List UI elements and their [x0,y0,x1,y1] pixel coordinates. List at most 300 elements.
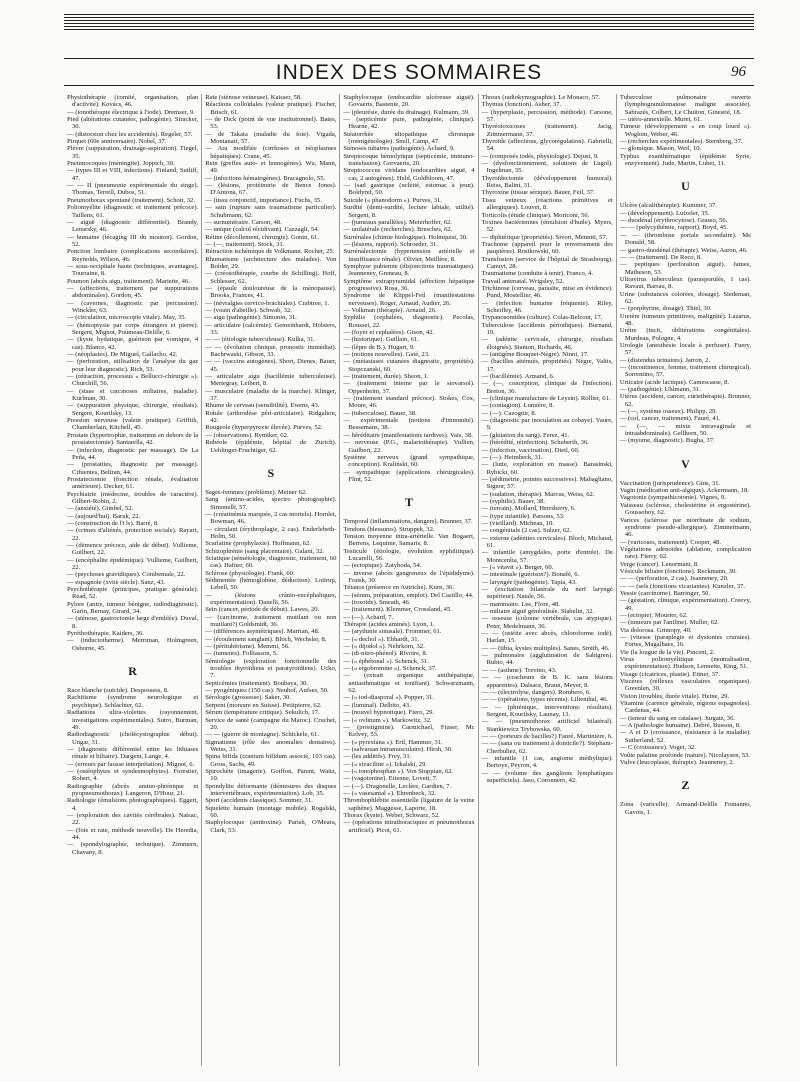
index-entry: — (tissu conjonctif, importance). Fuchs, 35. [205,196,322,204]
index-entry: Vulve (leucoplasie, thérapie). Jeanneney, 2. [619,758,735,766]
index-entry: — (excitation bilatérale du nerf laryngé supérieur). Natale, 56. [481,586,613,601]
index-entry: — (infection, diagnostic par massage). De La Peña, 44. [67,446,199,461]
index-entry: — (diagnostic par inoculation au cobaye). Vaure, 9. [481,417,613,432]
index-entry: — (tumeurs par l'aniline). Muller, 62. [619,619,719,627]
index-entry: — sain (rupture sans traumatisme particulier). Schubmann, 62. [205,204,337,219]
index-entry: — inverse (abcès gangreneux de l'épididyme). Fraisk, 30. [343,569,475,584]
index-entry: — — (volume des ganglions lymphatiques superficiels). Jaso, Coronnero, 42. [481,769,613,784]
index-entry: Rotule (arthrodèse péri-articulaire). Ridgalton, 42. [205,409,337,425]
index-entry: — (distendus urinaires). Jarron, 2. [619,356,711,364]
index-entry: — (extrait organique antihépatique, antiasthmatique et tonifiant). Schwarzmann, 62. [343,672,475,695]
index-entry: — C (croissance). Voget, 32. [619,744,696,752]
index-entry: — (traitement, durée). Sheon, 1. [343,373,429,381]
index-entry: Streptococcus viridans (endocardites aiguë, 4 cas, 2 autogènes). Held, Goldbloom, 47. [343,167,475,182]
index-entry: — de Takata (maladie du foie). Vigada, Montanari, 57. [205,130,337,146]
index-entry: — intestinale (guérison?). Bonafé, 6. [481,571,580,579]
index-entry: — (—). Heimbeck, 31. [481,453,543,461]
index-entry: Typhus exanthématique (épidémie Syrie, enzyvement). Jude, Martin, Lubet, 11. [619,152,752,168]
index-column-2 [201,94,339,1066]
index-entry: — (varicoses, traitement). Cooper, 48. [619,538,721,546]
index-entry: — (sad gastrique (ucléité, estomac à jeun). Boldyref, 50. [343,182,475,197]
index-entry: Syphilis (cephalées, diagnostic). Pecolas, Rousset, 22. [343,314,475,329]
index-entry: — (prostigmine). Carmichael, Fraser, Mc Kelvey, 53. [343,723,475,739]
index-entry: — (cavernes, diagnostic par percussion). Winckler, 63. [67,299,199,314]
index-entry: — expérimentale (notions d'immunité). Bessemans, 38. [343,417,475,432]
index-entry: — (nouvel hypnotique). Fiero, 29. [343,709,435,717]
index-entry: Stéatorrhée idiopathique chronique (roentgénologie). Snell, Camp, 47. [343,130,475,146]
index-entry: Pied (altérations cutanées, pathogénie). Stracker, 30. [67,116,199,131]
index-entry: Surdité (demi-surdité, lecture labiale, utilité). Sergent, 8. [343,204,475,219]
index-entry: — (traitement). Klemmer, Crossland, 45. [343,606,452,614]
index-entry: — (hémoptysie par corps étrangers et pierre). Sergent, Mignot, Poumeau-Delille, 6. [67,321,199,336]
index-entry: — — (phrénique, interventions: résultats). Sergent, Kourilsky, Launay, 13. [481,703,613,718]
index-entry: — (sérum, préparation, emploi). Del Castillo, 44. [343,591,474,599]
index-entry: — A (pathologie humaine). Debré, Busson, 8. [619,722,741,730]
index-entry: Vie (la lougue de la vie). Pincent, 2. [619,648,715,656]
index-entry: — (vitesse (paraplégie et dystonies cruraies). Fortes, Magalhaes, 16. [619,634,752,649]
index-entry: Pirquet (60e anniversaire). Nobel, 37. [67,138,167,146]
index-entry: — musculaire (maladie de la marche). Klinger, 37. [205,387,337,403]
index-entry: — de Dick (point de vue institutionnel). Bates, 53. [205,116,337,131]
index-entry: Spondylite déformante (démesures des disques intervertébraux, expérimentation). Lob, 35. [205,782,337,797]
index-entry: — — (tibia, kystes multiples). Sanes, Smith, 46. [481,644,610,652]
index-entry: Voûte palatine profonde (nature). Nicolaysen, 53. [619,751,751,759]
section-letter: R [128,664,137,679]
index-entry: Toxines bactériennes (émulsion d'huile). Myers, 52. [481,218,613,234]
index-entry: Service de santé (campagne du Maroc). Cruchet, 20. [205,716,337,731]
index-entry: Thrombophlébite essentielle (ligature de la veine saphène). Maggesse, Laporte, 18. [343,797,475,812]
index-entry: — (vieillard). Micheau, 10. [481,519,555,527]
index-entry: — aigu (pathogénie). Simonin, 31. [205,314,297,322]
index-entry: — (infection humaine fréquente). Riley, Scheifley, 46. [481,299,613,314]
index-entry: — miliaire aiguë généralisée. Stahelin, 32. [481,608,595,616]
index-entry: Sédimentée (hémoglobine, déduction). Lottrup, Lebell, 50. [205,576,337,592]
index-entry: — — (traitement). De Reco, 8. [619,253,702,261]
index-entry: Tissu veineux (réactions primitives et allergiques). Louvet, 8. [481,196,613,212]
index-entry: Tétanos (présence en Autriche). Kurn, 36. [343,584,454,592]
index-entry: Symptôme extrapyramidal (affection hépatique progressive). Rosa, 36. [343,277,475,292]
index-entry: Torticolis (étude clinique). Moriconi, 56. [481,211,590,219]
index-entry: Pyréthothérapie. Kaiders, 36. [67,630,145,638]
index-entry: — sympathique (applications chirurgicales). Flint, 52. [343,468,475,483]
index-entry: Poumon (abcès aigu, traitement). Mariette, 46. [67,277,190,285]
index-entry: Tendons (blessures). Struppek, 32. [343,525,435,533]
index-entry: Vaccination (jurisprudence). Gins, 31. [619,479,721,487]
index-entry: — aiguë (diagnostic différentiel). Brandy, Lenarsky, 46. [67,218,199,234]
index-entry: — sous-occipitale haute (techniques, avantages). Tourraine, 8. [67,262,199,278]
index-entry: Spina bifida (cranium bifidum associé, 103 cas). Gross, Sachs, 49. [205,753,337,768]
index-entry: — (distorsion chez les accidentés). Regeler, 57. [67,130,193,138]
index-entry: Ulcère (alcalithérapie). Kummer, 37. [619,202,717,210]
index-entry: — (tuberculose). Bauer, 38. [343,409,417,417]
index-entry: — (notions nouvelles). Gaté, 23. [343,351,430,359]
index-entry: — (diagnostic différentiel entre les lithiases rénale et biliaire). Dargent, Lange, 4. [67,745,199,761]
index-entry: — (anxiété). Gimbel, 52. [67,505,134,513]
index-entry: — peptiques (perforation aiguë). James, Matheson, 53. [619,261,752,276]
index-entry: Traumatisme (conduite à tenir). Franco, 4. [481,270,594,278]
index-entry: Radiographie (abcès amino-phrénique et pyopneumothorax). Langeron, D'Hour, 21. [67,782,199,797]
section-letter: Z [681,778,690,793]
index-entry: Plèvre (suppuration, drainage-aspiration). Tiegel, 35. [67,145,199,160]
index-entry: — (contagion). Lumière, 8. [481,402,555,410]
index-entry: Staphylocoque (antitoxine). Parish, O'Meara, Clark, 53. [205,819,337,834]
index-entry: — (aujourd'hui). Baruk, 22. [67,512,141,520]
index-entry: — (« éphétonal »). Schenck, 31. [343,657,429,665]
index-entry: Virus poliomyélitique (neutralisation, expérimentation). Hudson, Lennette, King, 51. [619,656,752,671]
index-entry: Varices (sclérose par morrhuate de sodium, syndrome pseudo-allergique). Zimmermann, 46. [619,516,752,539]
index-entry: — (opérations intrathoraciques et pneumothorax artificiel). Picot, 61. [343,819,475,834]
index-entry: — Volkman (thérapie). Arnaud, 26. [343,306,437,314]
index-entry: Urine (substances colorées, dosage). Siedeman, 62. [619,290,752,305]
index-entry: — (métastases cutanées diagnostic, propriétés). Stopczanski, 60. [343,358,475,373]
index-entry: Streptocoque hémolytique (septicémie, immuno-transfusion). Gorvaerts, 20. [343,152,475,168]
index-entry: — (clinique manufacture de Leysin). Rollier, 61. [481,395,611,403]
index-entry: — (psychoses gravidiques). Combemale, 22. [67,571,186,579]
index-entry: — (recherches expérimentales). Sternberg, 37. [619,138,743,146]
index-entry: — (porphyrine, dosage). Thiel, 30. [619,305,712,313]
index-entry: — — II (pneumonie expérimentale du singe). Thomas, Terrell, Dubos, 51. [67,182,199,197]
index-entry: — (vagotonine). Etienne, Lovett, 7. [343,775,438,783]
index-column-5 [616,94,754,1066]
index-entry: — (lésions, rapport). Schroeder, 31. [343,240,438,248]
index-entry: Via dolorosa. Grimopy, 40. [619,626,692,634]
index-entry: — (prostatites, diagnostic par massage). Cifuentes, Beltran, 44. [67,461,199,476]
index-entry: Sport (accidents classique). Sommer, 31. [205,797,313,805]
index-entry: — (ostéophytes et syndesmophytes). Forestier, Robert, 4. [67,767,199,783]
index-entry: Spirochète (imagerie). Goiffon, Parent, Waitz, 10. [205,767,337,783]
index-entry: — (démence précoce, aide de début). Vullieme, Guilbert, 22. [67,541,199,557]
index-entry: — (glutation du sang). Ferez, 41. [481,431,570,439]
index-entry: Testicule (étiologie, évolution syphilitique). Lucarelli, 56. [343,547,475,562]
index-entry: — articulaire aigu (bacillémie tuberculeuse). Mertegray, Leibert, 8. [205,373,337,388]
index-entry: Rate (sténose veineuse). Kaisser, 58. [205,94,302,101]
index-entry: Sérum (température critique). Sekulich, 17. [205,709,320,717]
index-entry: — (luminal). Delbito, 43. [343,701,411,709]
index-entry: Suicide (« phanodorm »). Purves, 31. [343,196,442,204]
index-entry: Thorax (radiokymographie). Le Monaco, 57. [481,94,601,101]
index-entry: — unique (calcul récidivant). Cazzagli, 54. [205,226,320,234]
index-entry: — (tumeurs). Folliasson, 5. [205,650,278,658]
index-entry: — (antigène Bouquet-Nègre). Ninni, 17. [481,351,589,359]
index-entry: — (« dechol »). Ebhardt, 31. [343,635,420,643]
index-entry: Trachome (appareil pour le renversement des paupières). Rostkowski, 60. [481,240,613,256]
index-entry: — (« pyrexiana »). Ertl, Hammer, 31. [343,738,443,746]
index-entry: — (jumeaux parallèles). Meierhoffer, 62. [343,218,452,226]
index-entry: — (di-nitro-phénol). Rivoire, 8. [343,650,428,658]
index-entry: — glomique. Mason, Weil, 10. [619,145,702,153]
index-entry: — (type infantile). Parsons, 53. [481,512,565,520]
index-entry: — (sédimétrie, pointes successives). Mabagliano, Signor, 57. [481,475,613,491]
index-entry: Uretère (tumeurs primitives, malignité). Lazarus, 48. [619,312,752,327]
index-entry: — circulant (érythroplagie, 2 cas). Enderlebeth-Holm, 50. [205,525,337,540]
index-entry: Vaisseau (sclérose, cholestérine et ergostérine). Goussoboy, 62. [619,501,752,517]
index-entry: — (« vasesantal »). Ehrenbeck, 32. [343,789,437,797]
index-entry: — — (thrombose portale secondaire). Mc Donald, 58. [619,231,752,247]
index-entry: Vésicule biliaire (fonctions). Reckmann, 30. [619,567,737,575]
index-entry: Sémiologie (exploration fonctionnelle des troubles thyroïdiens et paratyroïdiens). Ucko, 7. [205,657,337,680]
index-entry: — (traitement interne par le stovarsol). Oppenheim, 37. [343,380,475,395]
index-entry: — — (opérations, types récents). Lilienthal, 46. [481,696,608,704]
index-entry: — (—, — mixte intravaginale et intraabdominale). Gellhorn, 50. [619,422,752,438]
index-entry: Rétraction ischémique de Volkmann. Rocher, 25. [205,248,335,256]
index-entry: Sténoses tubaires (pathogénie). Achard, 9. [343,145,455,153]
index-entry: — (exploration des cavités cérébrales). Natsac, 22. [67,811,199,827]
index-entry: — — (évolution clinique, pronostic immédiat). Bachrwaski, Gibson, 33. [205,343,337,359]
index-entry: — infantile (amygdales, porte d'entrée). De Montcenlia, 57. [481,549,613,564]
index-entry: Sciatique (séméiologie, diagnostic, traitement, 60 cas). Hafner, 60. [205,554,337,570]
index-entry: Prostate (hypertrophie, traitement en dehors de la prostatectomie). Santarella, 42. [67,431,199,447]
index-entry: — (carcinome, traitement mutilant ou non mutilant?) Goldsmidt, 36. [205,613,337,629]
index-entry: — (types III et VIII, infections). Finland, Sutliff, 47. [67,167,199,182]
index-entry: — (sudation, thérapie). Marcus, Weiss, 62. [481,490,595,498]
index-entry: — — (porteurs de bacilles?) Fauré, Martinière, 6. [481,732,613,740]
index-entry: — — (sana ou traitement à domicile?). Stéphani-Cherbuliez, 62. [481,740,613,755]
index-entry: Vagotonie (sympathicotonie). Vignes, 9. [619,494,726,502]
index-entry: — laryngée (pathogénie). Tapia, 43. [481,578,577,586]
index-entry: — (observations). Rymiker, 62. [205,431,289,439]
index-entry: Thérapie (acides aminés). Lyon, 1. [343,621,435,629]
index-entry: — (teneur du sang en catalase). Jurgatz, 36. [619,714,736,722]
index-entry: — (ectopie). Mourier, 62. [619,611,688,619]
index-entry: — — (vaccins autogènes). Short, Dienes, Bauer, 45. [205,358,337,373]
index-entry: Ponction lombaire (complications secondaires). Reynolds, Wilson, 46. [67,248,199,263]
index-entry: — (« dijodol »). Nehrkorn, 32. [343,643,425,651]
index-entry: Pylore (antre, tumeur bénigne, radiodiagnostic). Garin, Bernay, Girard, 34. [67,600,199,616]
page-number: 96 [731,64,746,80]
index-entry: Sigmatisme (rôle des anomalies dentaires). Weiss, 31. [205,738,337,753]
index-entry: — (infection, vaccination). Dietl, 60. [481,446,580,454]
index-entry: Trichinose (cerveau, parasite, mise en évidence). Pund, Mostellier, 46. [481,284,613,300]
index-entry: — (circulation, microscopie vitale). May, 35. [67,314,187,322]
index-entry: — (syphilis). Bauer, 38. [481,497,546,505]
index-entry: — (pathogénie). Uhlmann, 31. [619,386,701,394]
index-entry: Radiologie (émulsions photographiques). Eggert, 4. [67,797,199,812]
index-entry: Urètre (incit, oblitérations congénitales). Murdeau, Pologne, 4. [619,327,752,342]
index-entry: Rhume de cerveau (sensibilité). Ewens, 43. [205,402,320,410]
index-entry: Trypanosomides (culture). Colas-Belcour, 17. [481,314,603,322]
index-entry: — humaine (lécaging III du mouton). Gordon, 52. [67,233,199,248]
index-entry: Zona (varicelle). Armand-Delille Fomanno, Gavois, 1. [619,801,752,816]
index-entry: Transfusion (service de l'hôpital de Strasbourg). Canuyt, 28. [481,255,613,270]
index-entry: — mammaire. Lee, Flore, 48. [481,600,560,608]
index-entry: — (inductotherme). Merriman, Holmgreen, Osborne, 45. [67,637,199,652]
index-entry: — (« vitavit »). Berger, 60. [481,564,554,571]
index-entry: Tension moyenne intra-artérielle. Van Bogaert, Berrens, Lequime, Samaris, 8. [343,532,475,548]
index-entry: Pneumothorax spontané (traitement). Schott, 32. [67,196,196,204]
index-entry: Pneumocoques (méningite). Joppich, 30. [67,160,175,168]
index-column-4 [478,94,616,1066]
index-entry: Sclérose (physiologie). Frank, 60. [205,569,295,577]
section-letter: S [267,465,275,480]
section-letter: T [405,495,414,510]
index-entry: — (bacilles atténués, propriétés). Nègre, Valtis, 17. [481,358,613,373]
index-entry: — (créatinémia marquée, 2 cas mortels). Hornlet, Bowman, 46. [205,510,337,526]
index-entry: — articulaire (calcémie). Gemeinhardt, Holsters, 33. [205,321,337,336]
index-entry: — (col, cancer, traitement). Fauré, 41. [619,415,721,423]
index-entry: Physiothérapie (comité, organisation, plan d'activité). Kovács, 46. [67,94,199,109]
index-column-3 [339,94,477,1066]
index-entry: — (infections hématogènes). Bracagnolo, 55. [205,174,326,182]
index-entry: Ultravirus tuberculeux (parasporulés, 1 cas). Ravaut, Barrau, 8. [619,275,752,291]
index-entry: — (foie et rate, méthode nouvelle). De Heredia, 44. [67,826,199,841]
page-title: INDEX DES SOMMAIRES [275,61,543,84]
index-entry: — espagnole (xviie siècle). Sanz, 43. [67,578,166,586]
index-entry: Verge (cancer). Lenormant, 8. [619,560,699,568]
index-entry: Thyroxine (tissue sérique). Bauer, Feil, 37. [481,189,595,197]
index-entry: — (ionothérapie électrique à l'iode). Dremser, 9. [67,108,195,116]
index-entry: — (ectopique). Zatyhoda, 54. [343,562,422,570]
index-entry: — — (perforation, 2 cas). Jeanneney, 20. [619,575,729,583]
index-entry: — — (pneumothorax artificiel bilatéral). Stankiewicz Trybowska, 60. [481,718,613,733]
index-entry: Rachitisme (syndrome neurologique et psychique). Schlachter, 62. [67,694,199,709]
index-entry: — A et D (croissance, résistance à la maladie). Sutherland, 52. [619,729,752,744]
index-entry: — (—, conception, clinique de l'infection). Breton, 36. [481,380,613,395]
index-entry: — (rétraction, processus « Bellucci-chirurgie »). Churchill, 56. [67,373,199,388]
index-entry: — (construction de l'i ls). Barré, 8. [67,519,159,527]
index-entry: — nerveuse (P.G., malariothérapie). Vullien, Guilbert, 22. [343,439,475,454]
index-entry: — — (électrolyse, dangers). Rombero, 6. [481,688,591,696]
index-entry: Symphyse pubienne (disjonctions traumatiques). Jeanneney, Greneau, 8. [343,262,475,278]
index-entry: Urticaire (acide lactique). Camescasse, 8. [619,378,730,386]
index-entry: — (arythmie sinusale). Frommer, 61. [343,628,442,636]
index-entry: — diphtérique (propriétés). Sivori, Menniti, 57. [481,233,608,241]
index-entry: — (historique). Guillain, 61. [343,336,419,344]
index-entry: — (composés iodés, physiologie). Dejust, 9. [481,152,599,160]
index-entry: Visage (cicatrices, plastie). Eitner, 37. [619,670,720,678]
index-entry: — externe (adénites cervicales). Bloch, Michaud, 61. [481,534,613,549]
section-letter: U [681,179,690,194]
index-entry: Thyréotoxicoses (traitement). Jacig, Zimmermann, 37. [481,123,613,138]
index-entry: — (lutte, exploration en masse). Barasinski, Rybicki, 60. [481,461,613,476]
index-entry: — — (asthme). Trevino, 43. [481,666,557,674]
index-entry: — (néoplasies). De Miguel, Gallacho, 42. [67,351,178,359]
index-entry: — (écoulement sanglant). Bloch, Wechsler, 8. [205,635,327,643]
index-entry: Thyroïdectomie (développement humoral). Reiss, Balint, 31. [481,174,613,190]
index-entry: Surrénales (chimie biologique). Holmquist, 30. [343,233,468,241]
index-entry: Système nerveux (grand sympathique, conception). Kraliński, 60. [343,453,475,469]
index-entry: Réactions colloïdales (valeur pratique). Fischer, Brisch, 61. [205,101,337,116]
index-entry: Race blanche (suicide). Despossess, 8. [67,687,169,695]
index-entry: — — (étiologie tuberculeuse). Kulka, 31. [205,336,316,344]
index-entry: — Ara modifiée (cirrhoses et néoplasmes hépatiques). Crane, 45. [205,145,337,160]
index-entry: — (—). Achard, 7. [343,613,394,621]
index-entry: — (affections, traitement par suppurations abdominales). Gordon, 45. [67,284,199,300]
index-entry: Tuberculose (accidents périodiques). Burnand, 19. [481,321,613,336]
index-entry: Sages-femmes (problème). Meiner 62. [205,488,307,496]
index-entry: — (spondylographie, technique). Zimmern, Chavany, 8. [67,841,199,856]
index-entry: — (perforation, utilisation de l'analyse du gaz pour leur diagnostic). Rich, 53. [67,358,199,373]
index-entry: Psychiatrie (médecine, troubles de caractère). Gilbert-Robin, 2. [67,490,199,505]
index-entry: — (péritubérisme). Memmi, 56. [205,643,290,651]
index-entry: — (—, traitement). Stock, 31. [205,240,285,248]
index-entry: — (différences asymétriques). Marrian, 48. [205,628,320,636]
index-entry: — (kyste hydatique, guérison par vomique, 4 cas). Blanco, 42. [67,336,199,351]
index-entry: — (lésions crânio-encéphaliques, expérimentation). Danelli, 56. [205,591,337,606]
index-entry: — (« ergobromine »). Schenck, 37. [343,665,437,673]
index-entry: — unilatérale (recherches). Bresches, 62. [343,226,453,234]
index-entry: Schizophrénie (sang placentaire). Galant, 32. [205,547,325,555]
index-entry: — (salvarsan intramusculaire). Hirsh, 30. [343,745,453,753]
index-entry: — (stase et carcinoses miliaires, maladie). Kurlman, 30. [67,387,199,403]
index-entry: Viscères (réflexes vasculaires organiques). Greenlen, 30. [619,678,752,693]
index-entry: Thymus (fonction). Asher, 37. [481,101,562,109]
index-entry: — (foyer et cephalées). Gison, 42. [343,329,435,336]
index-entry: Vessie (carcinome). Barringer, 50. [619,589,710,597]
top-rules [64,14,754,32]
index-entry: — utéro-annexielle. Muret, 61. [619,116,702,124]
index-entry: — (géstation, clinique, expérimentation). Creevy, 49. [619,597,752,612]
index-entry: — (hérédité, réinfection). Schuberth, 36. [481,439,589,447]
index-entry: — (« tonophosphan »). Von Stuppian, 62. [343,767,454,775]
index-entry: — (dysfonctionnement, solutions de Lugol). Ingelman, 35. [481,160,613,175]
index-entry: — (erreurs par fausse interprétation). Mignot, 6. [67,760,195,768]
index-entry: — (voain d'abeille). Schwab, 32. [205,306,292,314]
index-entry: — (« ovlinum »). Markowitz, 32. [343,716,432,724]
index-entry: Végétations adénoïdes (ablation, complication rare). Fierry, 62. [619,545,752,561]
header-bar [64,58,754,86]
index-entry: — (sténose, gastroctomie large d'emblée). Duval, 8. [67,615,199,630]
index-entry: — (crimes d'aliénés, protection sociale). Rayart, 22. [67,527,199,542]
index-entry: — (septicémie pure, pathogénie, clinique). Hearne, 42. [343,116,475,131]
index-columns [64,94,754,1066]
index-entry: Utérus (accident, cancer, curiethérapie). Brunner, 62. [619,393,752,408]
index-entry: Temporal (inflammations, dangers). Brunner, 37. [343,518,473,526]
index-entry: — (adénite cervicale, chirurgie, résultats éloignés). Stanton, Richards, 46. [481,336,613,351]
index-entry: Rein (greffes auto- et homogènes). Wu, Mann, 49. [205,160,337,175]
index-entry: — (encéphalite épidémique). Vullieme, Guilbert, 22. [67,556,199,571]
index-entry: — (bacillémie). Armand, 6. [481,373,555,381]
index-entry: Staphylocoque (endocardite ulcéreuse aiguë). Govaerts, Bastenie, 20. [343,94,475,109]
index-entry: Pression nerveuse (valeur pratique). Griffith, Chamberlain, Kitchell, 45. [67,417,199,432]
index-entry: Sein (cancer, période de début). Lawes, 20. [205,606,320,614]
index-entry: Vitamine (carence générale, régions espagnoles). Cardenas, 44. [619,700,752,715]
index-entry: — surnuméraire. Carson, 48. [205,218,282,226]
index-entry: — (hyperplasie, percussion, méthode). Carsone, 57. [481,108,613,124]
index-entry: — — (cracheurs de B. K. sans lésions apparentes). Dalsace, Braun, Meyer, 8. [481,674,613,689]
index-entry: Prostatectomie (fonction rénale, évaluation antérieure). Decker, 61. [67,475,199,491]
index-entry: — — (sels (fonctions vicariantes). Kunzler, 37. [619,582,745,590]
index-entry: — (—). Cazoguir, 8. [481,409,537,417]
index-entry: Scarlatine (prophylaxie). Hoffmann, 62. [205,540,311,548]
index-entry: — pulmonaire (agglutination de Sabigren). Rubio, 44. [481,652,613,667]
index-entry: Syndrome de Klippel-Feil (manifestations nerveuses). Roger, Arnaud, Audier, 26. [343,292,475,307]
index-entry: — (terrain). Mollard, Herrsberry, 6. [481,505,576,513]
index-entry: — (lèpre de B.). Hugart, 9. [343,343,415,351]
index-entry: Thyroïde (affections, glycorégulation). Gabrielli, 54. [481,138,613,153]
index-entry: — (—). Dragonelle, Leclère, Gardien, 7. [343,782,452,790]
index-entry: — (traitement standard précoce). Stokes, Cox, Moore, 46. [343,395,475,410]
index-entry: — duodénal (érythrocytose). Grasso, 56. [619,217,728,225]
index-entry: — (myome, diagnostic). Bugha, 37. [619,437,715,445]
index-entry: Tumeur (développement « en coup lourd »). Woglom, Weber, 46. [619,123,752,138]
index-entry: — congénitale (2 cas). Sulzer, 62. [481,527,572,535]
index-entry: — infantile (1 cas, angiome méthylique). Bertoye, Peyron, 4. [481,754,613,770]
index-entry: Sang (amino-acides, spectro photographie). Simonelli, 57. [205,496,337,511]
index-entry: Rougeole (hyperpyrexie élevée). Purves, 52. [205,424,323,432]
index-entry: — (lésions, protéinurie de Bence Jones). D'Antona, 67. [205,182,337,197]
index-entry: — pyogéniques (150 cas). Neuhof, Aufses, 50. [205,687,329,695]
index-entry: Radiodiagnostic (cholécystographie début). Ungar, 31. [67,731,199,746]
index-entry: Sérologie (grossesse). Saker, 30. [205,694,292,702]
index-entry: — (névralgies cervico-brachiales). Crabtree, 1. [205,299,330,307]
index-entry: — (développement). Lutzeler, 35. [619,209,710,217]
index-entry: Psychothérapie (principes, pratique générale). Read, 52. [67,586,199,601]
section-letter: V [681,456,690,471]
index-entry: — (« iod-diasporal »). Popper, 31. [343,694,434,702]
index-entry: — — (guerre de montagne). Schickele, 61. [205,731,319,739]
index-entry: — osseuse (colonne vertébrale, cas atypique). Peter, Medelmann, 36. [481,615,613,630]
index-entry: Septicémies (traitement). Boubaya, 30. [205,679,309,687]
